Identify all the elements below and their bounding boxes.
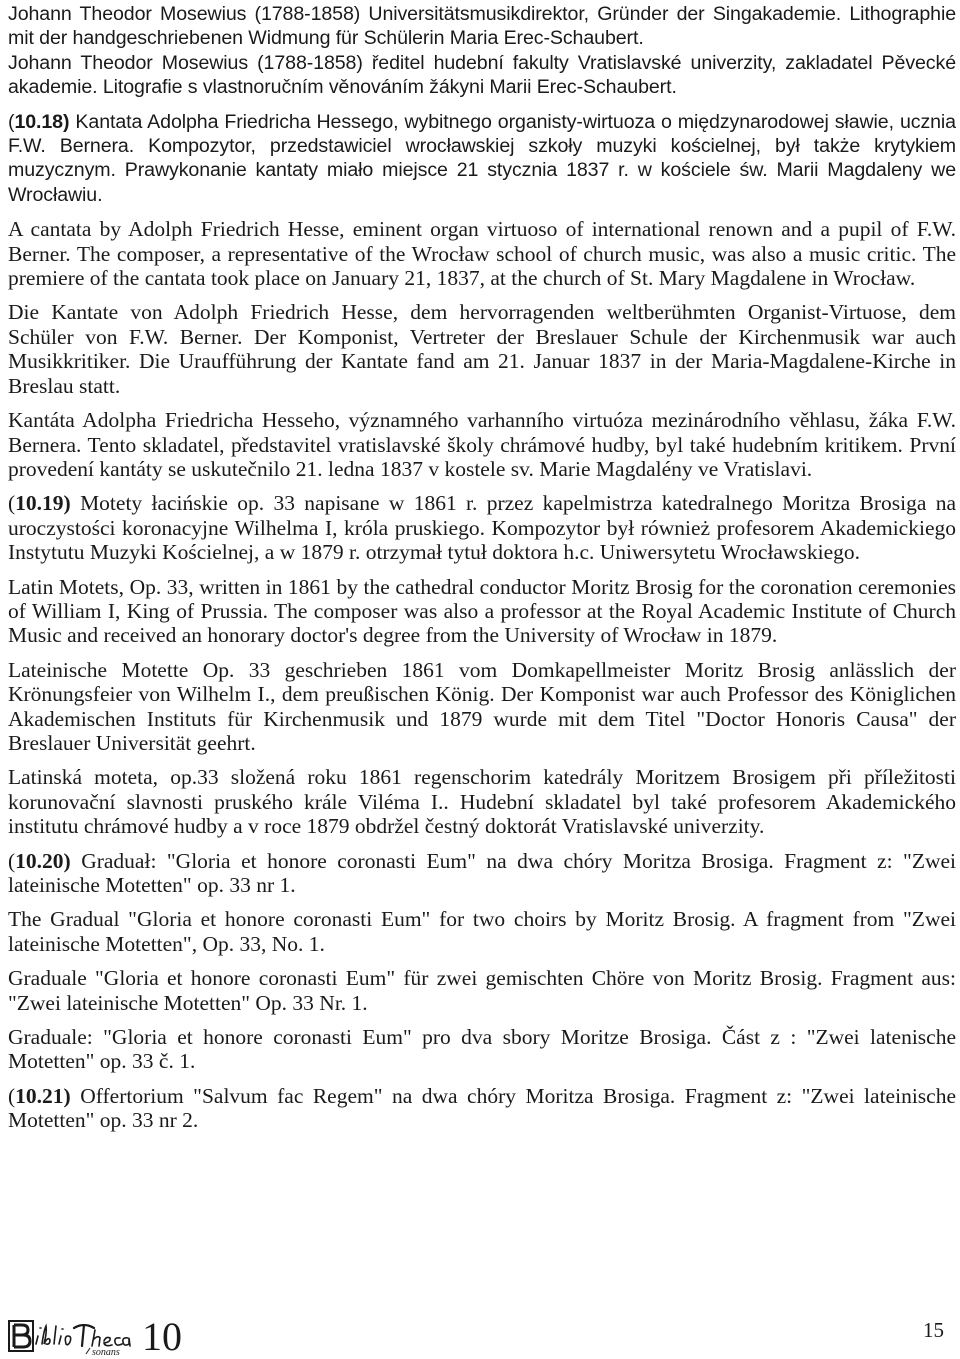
entry-10-20-german: Graduale "Gloria et honore coronasti Eum" für zwei gemischten Chöre von Moritz Brosig. Fragment aus: "Zwei lateinische Motetten" Op. 33 Nr. 1.	[8, 966, 956, 1015]
entry-10-20-czech: Graduale: "Gloria et honore coronasti Eum" pro dva sbory Moritze Brosiga. Část z : "Zwei latenische Motetten" op. 33 č. 1.	[8, 1025, 956, 1074]
entry-10-18-czech: Kantáta Adolpha Friedricha Hesseho, významného varhanního virtuóza mezinárodního věhlasu, žáka F.W. Bernera. Tento skladatel, představitel vratislavské školy chrámové hudby, byl také hudebním kritikem. První provedení kantáty se uskutečnilo 21. ledna 1837 v kostele sv. Marie Magdalény ve Vratislavi.	[8, 408, 956, 481]
entry-10-19-english: Latin Motets, Op. 33, written in 1861 by the cathedral conductor Moritz Brosig for the coronation ceremonies of William I, King of Prussia. The composer was also a professor at the Royal Academic Institute of Church Music and received an honorary doctor's degree from the University of Wrocław in 1879.	[8, 574, 956, 648]
entry-number: (10.21)	[8, 1083, 71, 1108]
entry-number: (10.18)	[8, 110, 70, 133]
entry-10-18-german: Die Kantate von Adolph Friedrich Hesse, dem hervorragenden weltberühmten Organist-Virtuose, dem Schüler von F.W. Berner. Der Komponist, Vertreter der Breslauer Schule der Kirchenmusik war auch Musikkritiker. Die Uraufführung der Kantate fand am 21. Januar 1837 in der Maria-Magdalene-Kirche in Breslau statt.	[8, 300, 956, 398]
entry-10-19-czech: Latinská moteta, op.33 složená roku 1861 regenschorim katedrály Moritzem Brosigem při příležitosti korunovační slavnosti pruského krále Viléma I.. Hudební skladatel byl také profesorem Akademického institutu chrámové hudby a v roce 1879 obdržel čestný doktorát Vratislavské univerzity.	[8, 765, 956, 839]
page-footer	[8, 1314, 944, 1359]
entry-10-19-polish: (10.19) Motety łacińskie op. 33 napisane w 1861 r. przez kapelmistrza katedralnego Moritza Brosiga na uroczystości koronacyjne Wilhelma I, króla pruskiego. Kompozytor był również profesorem Akademickiego Instytutu Muzyki Kościelnej, a w 1879 r. otrzymał tytuł doktora h.c. Uniwersytetu Wrocławskiego.	[8, 491, 957, 565]
entry-number: (10.20)	[8, 848, 71, 873]
caption-german: Johann Theodor Mosewius (1788-1858) Universitätsmusikdirektor, Gründer der Singakademie. Lithographie mit der handgeschriebenen Widmung für Schülerin Maria Erec-Schaubert.	[8, 3, 956, 50]
entry-10-18-polish: (10.18) Kantata Adolpha Friedricha Hessego, wybitnego organisty-wirtuoza o międzynarodowej sławie, ucznia F.W. Bernera. Kompozytor, przedstawiciel wrocławskiej szkoły muzyki kościelnej, był także krytykiem muzycznym. Prawykonanie kantaty miało miejsce 21 stycznia 1837 r. w kościele św. Marii Magdaleny we Wrocławiu.	[8, 110, 956, 206]
entry-10-18-english: A cantata by Adolph Friedrich Hesse, eminent organ virtuoso of international renown and a pupil of F.W. Berner. The composer, a representative of the Wrocław school of church music, was also a music critic. The premiere of the cantata took place on January 21, 1837, at the church of St. Mary Magdalene in Wrocław.	[8, 217, 956, 291]
entry-10-20-english: The Gradual "Gloria et honore coronasti Eum" for two choirs by Moritz Brosig. A fragment from "Zwei lateinische Motetten", Op. 33, No. 1.	[8, 907, 956, 956]
svg-text:sonans: sonans	[92, 1347, 120, 1356]
entry-10-19-german: Lateinische Motette Op. 33 geschrieben 1861 vom Domkapellmeister Moritz Brosig anlässlich der Krönungsfeier von Wilhelm I., dem preußischen König. Der Komponist war auch Professor des Königlichen Akademischen Instituts für Kirchenmusik und 1879 wurde mit dem Titel "Doctor Honoris Causa" der Breslauer Universität geehrt.	[8, 657, 956, 755]
entry-10-20-polish: (10.20) Graduał: "Gloria et honore coronasti Eum" na dwa chóry Moritza Brosiga. Fragment z: "Zwei lateinische Motetten" op. 33 nr 1.	[8, 848, 956, 897]
entry-number: (10.19)	[8, 491, 71, 516]
page-number: 15	[923, 1318, 944, 1342]
caption-czech: Johann Theodor Mosewius (1788-1858) ředitel hudební fakulty Vratislavské univerzity, zakladatel Pěvecké akademie. Litografie s vlastnoručním věnováním žákyni Marii Erec-Schaubert.	[8, 51, 956, 99]
document-page	[8, 2, 956, 1133]
issue-number: 10	[142, 1314, 182, 1359]
entry-10-21-polish: (10.21) Offertorium "Salvum fac Regem" na dwa chóry Moritza Brosiga. Fragment z: "Zwei lateinische Motetten" op. 33 nr 2.	[8, 1083, 956, 1133]
